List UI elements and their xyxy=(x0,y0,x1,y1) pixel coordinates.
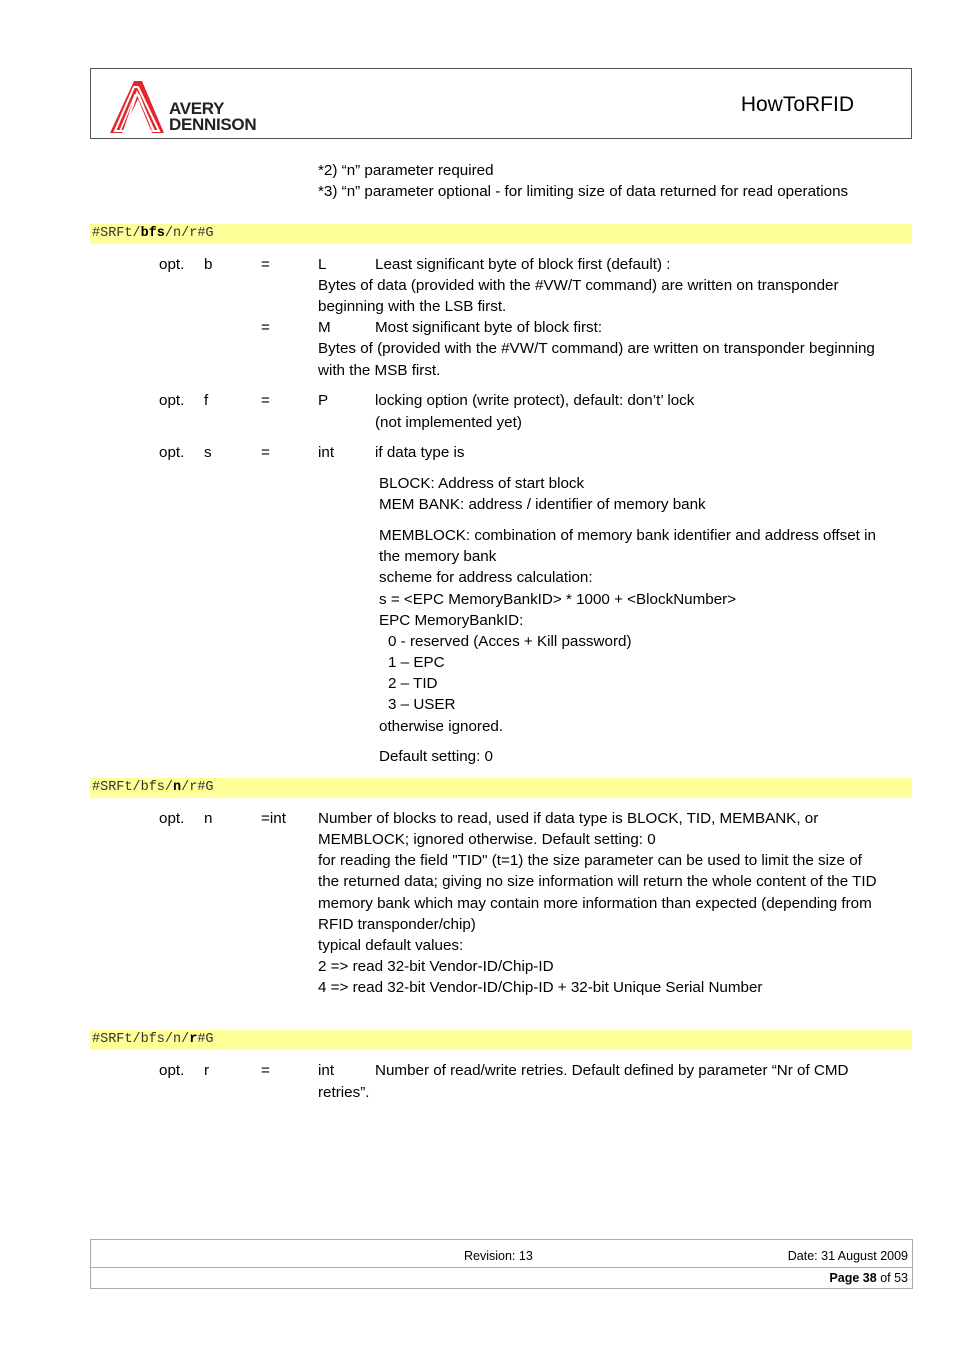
command-bar-n xyxy=(90,778,912,798)
param-value-int: int xyxy=(318,444,335,461)
param-text: otherwise ignored. xyxy=(379,718,504,735)
param-equals: = xyxy=(261,392,270,409)
param-text: BLOCK: Address of start block xyxy=(379,475,585,492)
param-name-r: r xyxy=(204,1062,210,1079)
param-opt-label: opt. xyxy=(159,392,185,409)
param-text: with the MSB first. xyxy=(318,362,441,379)
param-formula: s = <EPC MemoryBankID> * 1000 + <BlockNumber> xyxy=(379,591,737,608)
command-bar-r xyxy=(90,1030,912,1050)
param-text: typical default values: xyxy=(318,937,464,954)
note-3: *3) “n” parameter optional - for limiting size of data returned for read operations xyxy=(318,183,849,200)
bank-item: 0 - reserved (Acces + Kill password) xyxy=(388,633,632,650)
command-syntax: #SRFt/bfs/n/r#G xyxy=(92,780,214,795)
param-text: MEMBLOCK; ignored otherwise. Default setting: 0 xyxy=(318,831,656,848)
param-text: memory bank which may contain more information than expected (depending from xyxy=(318,895,872,912)
logo-line-1: AVERY xyxy=(169,99,225,118)
param-opt-label: opt. xyxy=(159,256,185,273)
param-equals: = xyxy=(261,444,270,461)
param-text: Bytes of (provided with the #VW/T command) are written on transponder beginning xyxy=(318,340,875,357)
param-text: for reading the field "TID" (t=1) the size parameter can be used to limit the size of xyxy=(318,852,862,869)
param-value-p: P xyxy=(318,392,329,409)
date-label: Date: 31 August 2009 xyxy=(787,1249,908,1263)
revision-label: Revision: 13 xyxy=(464,1249,533,1263)
command-syntax: #SRFt/bfs/n/r#G xyxy=(92,1032,214,1047)
page-footer xyxy=(90,1239,913,1289)
page-header xyxy=(90,68,912,139)
param-text: beginning with the LSB first. xyxy=(318,298,507,315)
param-desc: if data type is xyxy=(375,444,465,461)
param-value-int: int xyxy=(318,1062,335,1079)
param-name-f: f xyxy=(204,392,209,409)
param-text: EPC MemoryBankID: xyxy=(379,612,524,629)
logo-wordmark xyxy=(169,101,256,133)
command-syntax: #SRFt/bfs/n/r#G xyxy=(92,226,214,241)
note-2: *2) “n” parameter required xyxy=(318,162,494,179)
param-desc-l: Least significant byte of block first (default) : xyxy=(375,256,671,273)
param-desc: (not implemented yet) xyxy=(375,414,522,431)
param-desc: locking option (write protect), default: don’t’ lock xyxy=(375,392,695,409)
param-desc: Number of read/write retries. Default defined by parameter “Nr of CMD xyxy=(375,1062,849,1079)
bank-item: 2 – TID xyxy=(388,675,438,692)
param-text: MEMBLOCK: combination of memory bank identifier and address offset in xyxy=(379,527,876,544)
command-bar-bfs xyxy=(90,224,912,244)
param-equals: = xyxy=(261,1062,270,1079)
document-title: HowToRFID xyxy=(740,93,854,116)
param-name-n: n xyxy=(204,810,213,827)
param-desc-m: Most significant byte of block first: xyxy=(375,319,603,336)
param-equals: = xyxy=(261,256,270,273)
param-text: Number of blocks to read, used if data type is BLOCK, TID, MEMBANK, or xyxy=(318,810,819,827)
param-text: scheme for address calculation: xyxy=(379,569,593,586)
param-opt-label: opt. xyxy=(159,810,185,827)
param-value-l: L xyxy=(318,256,327,273)
logo-line-2: DENNISON xyxy=(169,115,257,134)
footer-divider xyxy=(91,1267,912,1268)
param-equals: = xyxy=(261,319,270,336)
param-text: 2 => read 32-bit Vendor-ID/Chip-ID xyxy=(318,958,554,975)
param-text: Bytes of data (provided with the #VW/T command) are written on transponder xyxy=(318,277,839,294)
page-number: Page 38 of 53 xyxy=(829,1271,908,1285)
param-text: RFID transponder/chip) xyxy=(318,916,476,933)
param-text: MEM BANK: address / identifier of memory bank xyxy=(379,496,706,513)
param-default: Default setting: 0 xyxy=(379,748,493,765)
param-opt-label: opt. xyxy=(159,1062,185,1079)
avery-dennison-logo-icon xyxy=(106,79,168,135)
param-value-m: M xyxy=(318,319,331,336)
param-equals-int: =int xyxy=(261,810,286,827)
bank-item: 1 – EPC xyxy=(388,654,445,671)
param-text: the memory bank xyxy=(379,548,497,565)
param-name-b: b xyxy=(204,256,213,273)
param-text: 4 => read 32-bit Vendor-ID/Chip-ID + 32-bit Unique Serial Number xyxy=(318,979,763,996)
bank-item: 3 – USER xyxy=(388,696,456,713)
param-text: the returned data; giving no size information will return the whole content of the TID xyxy=(318,873,877,890)
param-name-s: s xyxy=(204,444,212,461)
param-desc: retries”. xyxy=(318,1084,370,1101)
param-opt-label: opt. xyxy=(159,444,185,461)
